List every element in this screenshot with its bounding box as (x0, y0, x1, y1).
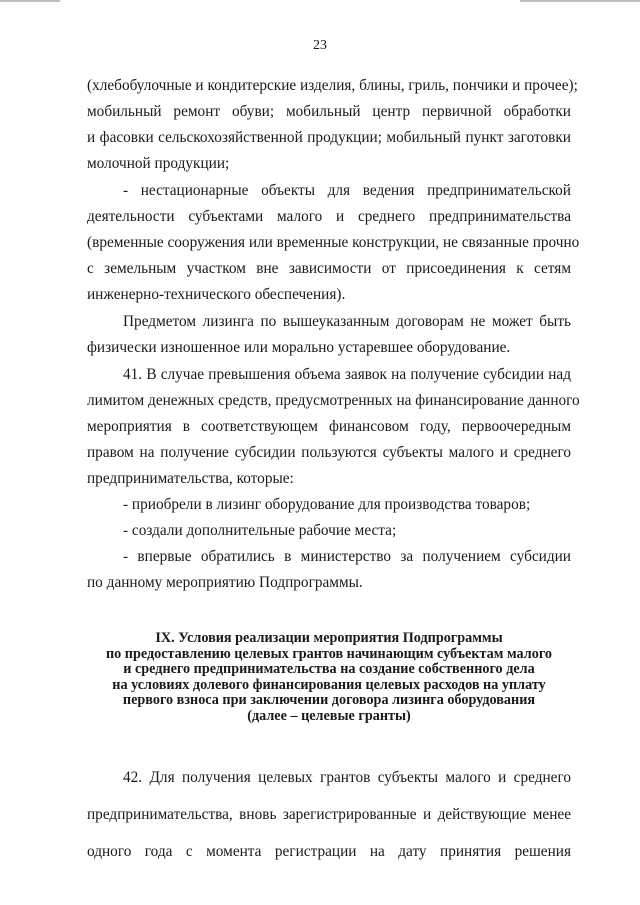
heading-line: и среднего предпринимательства на создание собственного дела (123, 661, 535, 677)
text-line: по данному мероприятию Подпрограммы. (87, 574, 363, 591)
text-line: предпринимательства, которые: (87, 470, 294, 487)
scan-top-edge (0, 0, 640, 3)
list-item-jobs (87, 518, 571, 544)
paragraph-continuation (87, 73, 578, 177)
text-line: предпринимательства, вновь зарегистрированные и действующие менее (87, 806, 571, 823)
paragraph-42 (87, 759, 571, 870)
text-line: 41. В случае превышения объема заявок на получение субсидии над (123, 366, 571, 383)
scan-edge-mark-left (0, 0, 60, 2)
text-line: и фасовки сельскохозяйственной продукции; мобильный пункт заготовки (87, 129, 571, 146)
heading-line: (далее – целевые гранты) (247, 707, 411, 724)
text-line: молочной продукции; (87, 155, 230, 172)
text-line: инженерно-технического обеспечения). (87, 286, 346, 303)
text-line: с земельным участком вне зависимости от присоединения к сетям (87, 260, 571, 277)
text-line: правом на получение субсидии пользуются субъекты малого и среднего (87, 444, 571, 461)
heading-line: первого взноса при заключении договора лизинга оборудования (122, 692, 536, 708)
text-line: одного года с момента регистрации на дату принятия решения (87, 843, 571, 860)
text-line: - приобрели в лизинг оборудование для производства товаров; (123, 496, 531, 513)
text-line: (временные сооружения или временные конструкции, не связанные прочно (87, 234, 580, 251)
text-line: мобильный ремонт обуви; мобильный центр первичной обработки (87, 103, 571, 120)
list-item-first-application (87, 544, 571, 596)
list-item-equipment (87, 492, 571, 518)
paragraph-nonstationary-objects (87, 178, 580, 308)
heading-line: на условиях долевого финансирования целевых расходов на уплату (112, 676, 546, 693)
text-line: - впервые обратились в министерство за получением субсидии (123, 548, 571, 565)
paragraph-leasing-subject (87, 309, 571, 361)
text-line: лимитом денежных средств, предусмотренных на финансирование данного (87, 392, 580, 409)
text-line: физически изношенное или морально устаревшее оборудование. (87, 339, 511, 356)
heading-line: по предоставлению целевых грантов начинающим субъектам малого (105, 645, 553, 662)
text-line: - нестационарные объекты для ведения предпринимательской (123, 182, 571, 199)
heading-line: IX. Условия реализации мероприятия Подпрограммы (155, 630, 503, 646)
paragraph-41 (87, 362, 580, 492)
text-line: мероприятия в соответствующем финансовом году, первоочередным (87, 418, 571, 435)
text-line: - создали дополнительные рабочие места; (123, 522, 397, 539)
text-line: деятельности субъектами малого и среднего предпринимательства (87, 208, 571, 225)
scan-edge-mark-right (520, 0, 640, 2)
text-line: (хлебобулочные и кондитерские изделия, блины, гриль, пончики и прочее); (87, 77, 578, 94)
text-line: Предметом лизинга по вышеуказанным договорам не может быть (123, 313, 571, 330)
section-heading (87, 631, 571, 724)
page-number: 23 (313, 38, 327, 53)
text-line: 42. Для получения целевых грантов субъекты малого и среднего (123, 769, 571, 786)
